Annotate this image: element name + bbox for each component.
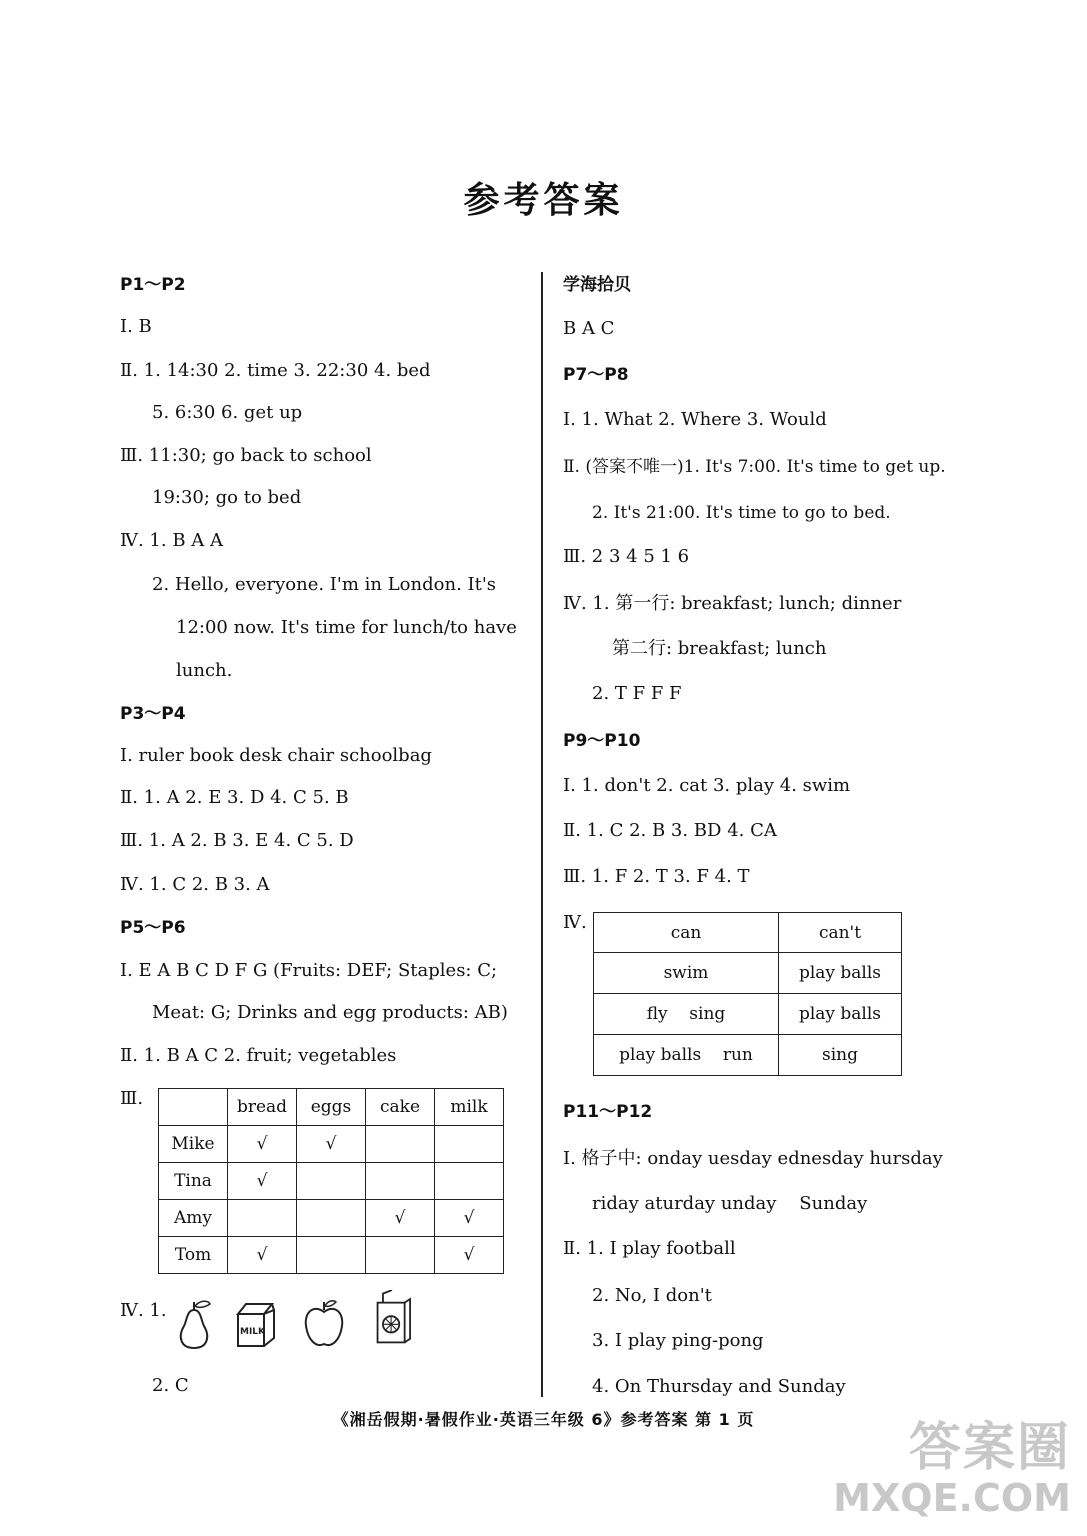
table-row (159, 1163, 504, 1200)
table-cell (435, 1163, 504, 1200)
table-cell (435, 1126, 504, 1163)
answer-line: 第二行: breakfast; lunch (612, 638, 827, 659)
section-heading-p3-p4: P3～P4 (120, 704, 186, 724)
answer-line: Meat: G; Drinks and egg products: AB) (152, 1002, 508, 1023)
table-header-cell: cake (366, 1089, 435, 1126)
answer-line: Ⅲ. 1. A 2. B 3. E 4. C 5. D (120, 830, 354, 851)
table-cell: √ (228, 1163, 297, 1200)
table-cell: √ (297, 1126, 366, 1163)
page-footer: 《湘岳假期·暑假作业·英语三年级 6》参考答案 第 1 页 (332, 1410, 755, 1429)
answer-line: 2. T F F F (592, 683, 682, 704)
section-heading-p5-p6: P5～P6 (120, 918, 186, 938)
answer-line: B A C (563, 318, 615, 339)
answer-line: Ⅳ. (563, 912, 587, 933)
table-row (159, 1200, 504, 1237)
answer-line: Ⅱ. 1. 14:30 2. time 3. 22:30 4. bed (120, 360, 431, 381)
answer-line: riday aturday unday Sunday (592, 1193, 868, 1214)
table-cell (297, 1200, 366, 1237)
table-cell (297, 1163, 366, 1200)
table-cell: play balls run (594, 1035, 779, 1076)
answer-line: Ⅱ. 1. B A C 2. fruit; vegetables (120, 1045, 397, 1066)
section-heading-p9-p10: P9～P10 (563, 731, 641, 751)
answer-line: 2. It's 21:00. It's time to go to bed. (592, 503, 891, 523)
table-row (159, 1126, 504, 1163)
answer-line: Ⅲ. (120, 1088, 144, 1109)
answer-line: 12:00 now. It's time for lunch/to have (176, 617, 517, 638)
table-header-cell: milk (435, 1089, 504, 1126)
answer-line: Ⅲ. 2 3 4 5 1 6 (563, 546, 690, 567)
answer-line: Ⅱ. 1. I play football (563, 1238, 736, 1259)
watermark-text-en: MXQE.COM (833, 1476, 1071, 1520)
juice-box-icon (368, 1290, 416, 1346)
answer-line: Ⅰ. B (120, 316, 152, 337)
page-title: 参考答案 (463, 180, 624, 221)
column-divider (541, 272, 543, 1397)
answer-line: Ⅳ. 1. 第一行: breakfast; lunch; dinner (563, 593, 902, 614)
table-cell: play balls (779, 953, 902, 994)
answer-line: Ⅳ. 1. (120, 1300, 167, 1321)
table-cell: sing (779, 1035, 902, 1076)
table-cell: Tina (159, 1163, 228, 1200)
table-row (594, 1035, 902, 1076)
table-row (594, 994, 902, 1035)
section-heading-xuehai: 学海拾贝 (563, 275, 631, 295)
table-cell: √ (228, 1126, 297, 1163)
watermark-logo (831, 1418, 1071, 1528)
food-table (158, 1088, 504, 1274)
milk-carton-icon (232, 1296, 280, 1352)
table-cell: Tom (159, 1237, 228, 1274)
answer-line: 5. 6:30 6. get up (152, 402, 303, 423)
table-cell (366, 1237, 435, 1274)
answer-line: lunch. (176, 660, 233, 681)
table-cell: √ (228, 1237, 297, 1274)
answer-line: 2. Hello, everyone. I'm in London. It's (152, 574, 497, 595)
answer-line: 19:30; go to bed (152, 487, 302, 508)
section-heading-p11-p12: P11～P12 (563, 1102, 653, 1122)
answer-line: Ⅰ. E A B C D F G (Fruits: DEF; Staples: C; (120, 960, 498, 981)
table-header-cell: bread (228, 1089, 297, 1126)
table-cell: fly sing (594, 994, 779, 1035)
answer-line: Ⅳ. 1. B A A (120, 530, 223, 551)
answer-line: Ⅱ. (答案不唯一)1. It's 7:00. It's time to get up. (563, 457, 946, 477)
pear-icon (170, 1296, 218, 1352)
answer-line: Ⅱ. 1. C 2. B 3. BD 4. CA (563, 820, 777, 841)
table-row (159, 1237, 504, 1274)
can-table (593, 912, 902, 1076)
answer-line: Ⅰ. 1. What 2. Where 3. Would (563, 409, 827, 430)
table-cell: √ (435, 1200, 504, 1237)
table-cell (366, 1163, 435, 1200)
answer-line: Ⅳ. 1. C 2. B 3. A (120, 874, 270, 895)
table-row (594, 953, 902, 994)
watermark-text-cn: 答案圈 (908, 1418, 1071, 1478)
table-header-cell: can (594, 913, 779, 953)
table-cell (228, 1200, 297, 1237)
section-heading-p1-p2: P1～P2 (120, 275, 186, 295)
table-header-cell: can't (779, 913, 902, 953)
answer-line: Ⅰ. 格子中: onday uesday ednesday hursday (563, 1148, 943, 1169)
table-cell: √ (366, 1200, 435, 1237)
table-cell: play balls (779, 994, 902, 1035)
answer-line: Ⅱ. 1. A 2. E 3. D 4. C 5. B (120, 787, 349, 808)
answer-line: 3. I play ping-pong (592, 1330, 764, 1351)
apple-icon (300, 1296, 348, 1352)
table-cell: Mike (159, 1126, 228, 1163)
table-cell (366, 1126, 435, 1163)
table-header-cell: eggs (297, 1089, 366, 1126)
milk-carton-label: MILK (240, 1327, 266, 1337)
answer-line: Ⅲ. 1. F 2. T 3. F 4. T (563, 866, 750, 887)
table-cell: Amy (159, 1200, 228, 1237)
table-header-cell (159, 1089, 228, 1126)
table-cell: √ (435, 1237, 504, 1274)
table-cell (297, 1237, 366, 1274)
answer-line: Ⅰ. 1. don't 2. cat 3. play 4. swim (563, 775, 851, 796)
answer-line: Ⅰ. ruler book desk chair schoolbag (120, 745, 432, 766)
answer-line: 2. No, I don't (592, 1285, 712, 1306)
answer-line: 4. On Thursday and Sunday (592, 1376, 846, 1397)
section-heading-p7-p8: P7～P8 (563, 365, 629, 385)
table-cell: swim (594, 953, 779, 994)
answer-line: Ⅲ. 11:30; go back to school (120, 445, 372, 466)
answer-line: 2. C (152, 1375, 189, 1396)
